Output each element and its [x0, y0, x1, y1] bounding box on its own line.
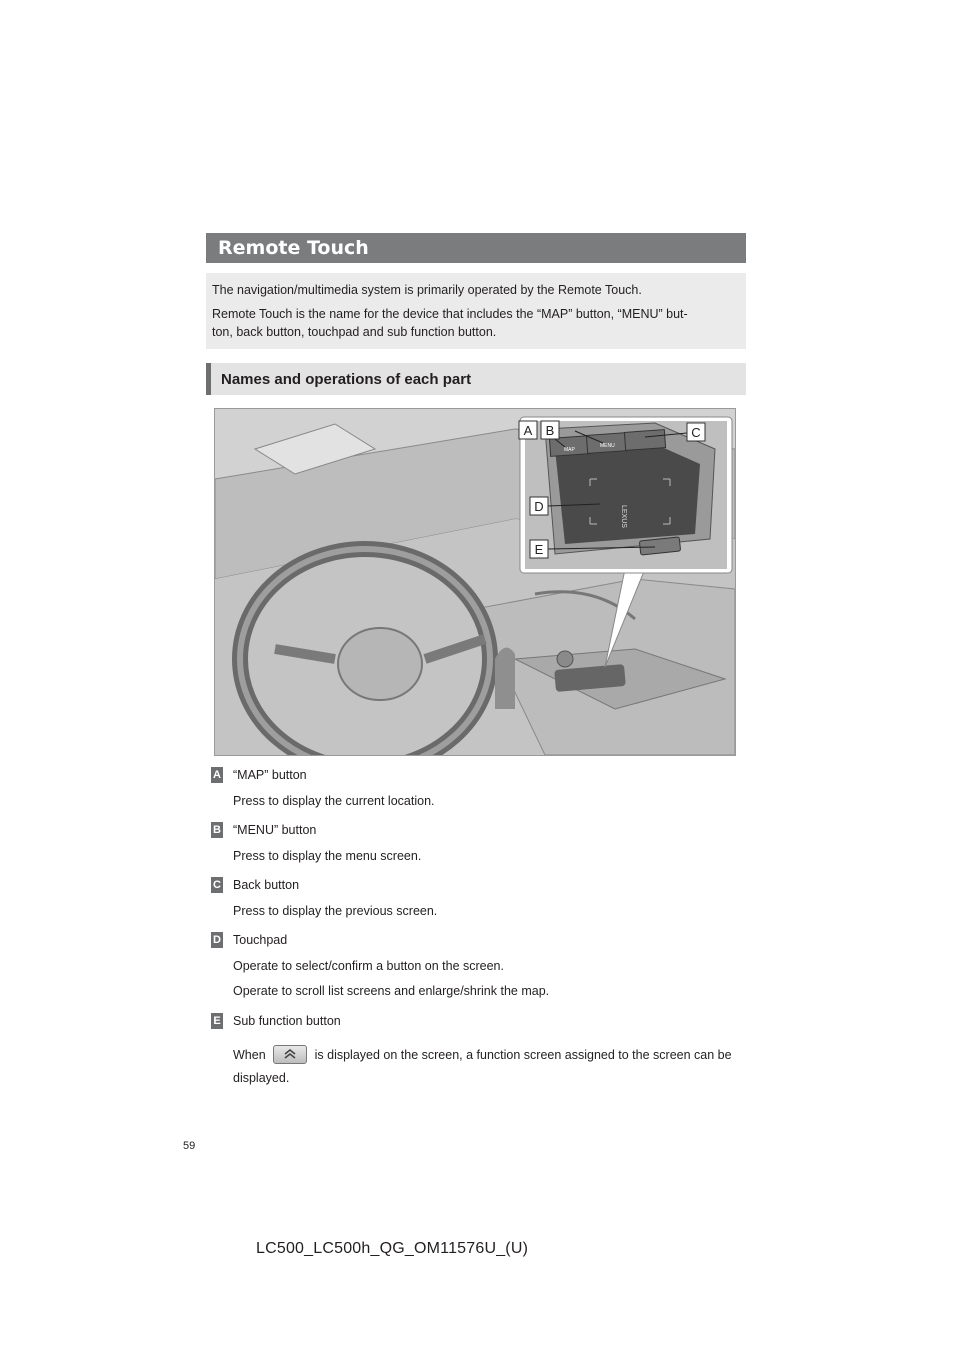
inset-lexus-logo: LEXUS: [620, 505, 627, 528]
item-title: Touchpad: [233, 933, 288, 947]
intro-line-2a: Remote Touch is the name for the device that includes the “MAP” button, “MENU” but-: [212, 307, 688, 321]
item-title: Sub function button: [233, 1014, 341, 1028]
car-interior-drawing: [215, 409, 735, 755]
page-number: 59: [183, 1140, 196, 1152]
item-title: “MAP” button: [233, 768, 307, 782]
intro-line-2b: ton, back button, touchpad and sub function button.: [212, 325, 497, 339]
callout-e: E: [534, 542, 544, 557]
badge-d: D: [211, 932, 223, 948]
intro-line-2: [212, 305, 740, 341]
item-back-button: [211, 877, 751, 927]
item-touchpad: [211, 932, 751, 1002]
callout-a: A: [523, 423, 533, 438]
item-sub-function-button: [211, 1013, 751, 1093]
subsection-title: Names and operations of each part: [221, 370, 472, 388]
callout-d: D: [534, 499, 544, 514]
item-desc: Press to display the previous screen.: [233, 904, 438, 918]
inset-map-label: MAP: [564, 447, 575, 453]
item-desc-pre: When: [233, 1047, 266, 1062]
callout-c: C: [691, 425, 701, 440]
item-desc-2: Operate to scroll list screens and enlarge/shrink the map.: [233, 984, 550, 998]
item-title: “MENU” button: [233, 823, 317, 837]
item-desc: [233, 1046, 732, 1065]
document-code: LC500_LC500h_QG_OM11576U_(U): [256, 1240, 529, 1257]
item-title: Back button: [233, 878, 300, 892]
badge-e: E: [211, 1013, 223, 1029]
item-desc-post: is displayed on the screen, a function screen assigned to the screen can be: [314, 1047, 732, 1062]
item-desc: Operate to select/confirm a button on the screen.: [233, 959, 504, 973]
item-desc: Press to display the menu screen.: [233, 849, 422, 863]
section-title: Remote Touch: [218, 237, 369, 259]
section-header: [206, 233, 746, 263]
item-desc-line-2: displayed.: [233, 1071, 290, 1085]
badge-c: C: [211, 877, 223, 893]
item-map-button: [211, 767, 751, 817]
callout-b: B: [545, 423, 555, 438]
intro-line-1: The navigation/multimedia system is primarily operated by the Remote Touch.: [212, 283, 642, 297]
inset-menu-label: MENU: [600, 443, 615, 449]
badge-b: B: [211, 822, 223, 838]
subsection-header: [206, 363, 746, 395]
double-chevron-up-icon: [273, 1045, 307, 1064]
intro-box: [206, 273, 746, 349]
item-desc: Press to display the current location.: [233, 794, 435, 808]
badge-a: A: [211, 767, 223, 783]
item-menu-button: [211, 822, 751, 872]
remote-touch-illustration: [214, 408, 736, 756]
